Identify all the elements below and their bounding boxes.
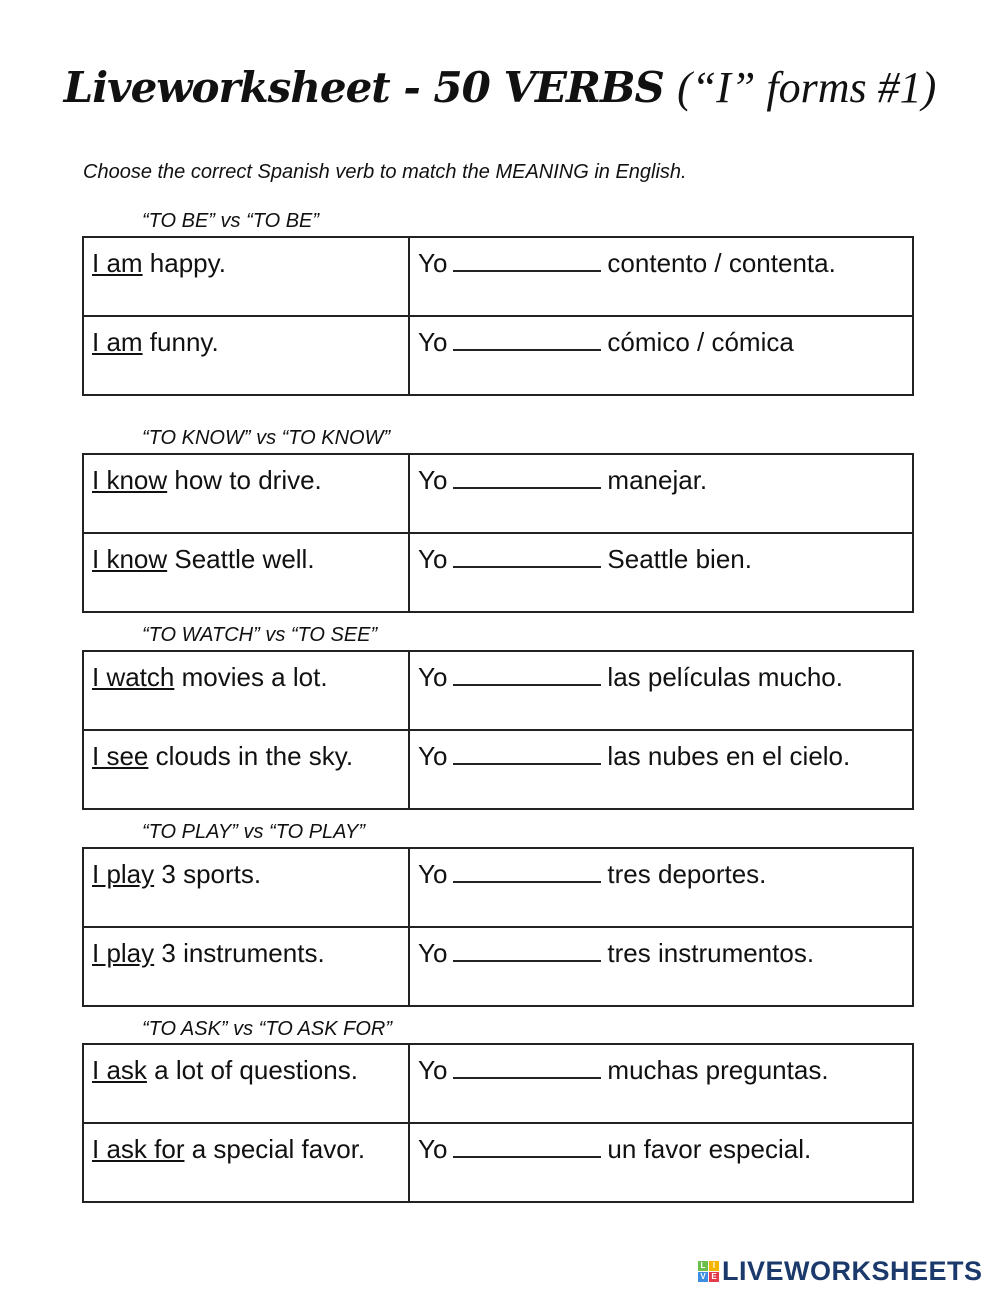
badge-letter: L xyxy=(698,1261,708,1271)
badge-letter: V xyxy=(698,1272,708,1282)
badge-letter: I xyxy=(709,1261,719,1271)
english-verb: I ask for xyxy=(92,1134,185,1164)
english-rest: clouds in the sky. xyxy=(148,741,354,771)
instructions: Choose the correct Spanish verb to match the MEANING in English. xyxy=(83,161,687,183)
english-cell xyxy=(83,651,409,730)
section-label: “TO BE” vs “TO BE” xyxy=(142,210,320,232)
section-label: “TO KNOW” vs “TO KNOW” xyxy=(142,427,391,449)
spanish-rest: contento / contenta. xyxy=(607,248,836,278)
yo-label: Yo xyxy=(418,1134,448,1164)
spanish-cell xyxy=(409,651,913,730)
english-cell xyxy=(83,1123,409,1202)
spanish-cell xyxy=(409,730,913,809)
answer-blank-input[interactable] xyxy=(453,465,601,489)
english-cell xyxy=(83,848,409,927)
table-row xyxy=(83,454,913,533)
spanish-cell xyxy=(409,454,913,533)
english-verb: I ask xyxy=(92,1055,147,1085)
spanish-rest: tres deportes. xyxy=(607,859,767,889)
section-label: “TO WATCH” vs “TO SEE” xyxy=(142,624,378,646)
yo-label: Yo xyxy=(418,859,448,889)
english-verb: I see xyxy=(92,741,149,771)
table-row xyxy=(83,316,913,395)
worksheet-title xyxy=(0,62,1000,113)
spanish-rest: las películas mucho. xyxy=(607,662,843,692)
yo-label: Yo xyxy=(418,741,448,771)
section-label: “TO ASK” vs “TO ASK FOR” xyxy=(142,1018,393,1040)
english-verb: I know xyxy=(92,544,168,574)
yo-label: Yo xyxy=(418,248,448,278)
spanish-cell xyxy=(409,927,913,1006)
answer-blank-input[interactable] xyxy=(453,859,601,883)
spanish-rest: un favor especial. xyxy=(607,1134,812,1164)
spanish-rest: las nubes en el cielo. xyxy=(607,741,851,771)
spanish-rest: Seattle bien. xyxy=(607,544,752,574)
english-verb: I play xyxy=(92,938,155,968)
english-rest: funny. xyxy=(142,327,219,357)
table-row xyxy=(83,848,913,927)
spanish-rest: muchas preguntas. xyxy=(607,1055,829,1085)
english-verb: I am xyxy=(92,327,143,357)
spanish-cell xyxy=(409,533,913,612)
answer-blank-input[interactable] xyxy=(453,938,601,962)
answer-blank-input[interactable] xyxy=(453,544,601,568)
english-verb: I know xyxy=(92,465,168,495)
english-rest: movies a lot. xyxy=(174,662,328,692)
verb-table xyxy=(82,650,914,810)
english-cell xyxy=(83,533,409,612)
verb-table xyxy=(82,1043,914,1203)
english-cell xyxy=(83,454,409,533)
table-row xyxy=(83,533,913,612)
badge-letter: E xyxy=(709,1272,719,1282)
english-rest: a special favor. xyxy=(184,1134,366,1164)
answer-blank-input[interactable] xyxy=(453,248,601,272)
yo-label: Yo xyxy=(418,544,448,574)
english-rest: happy. xyxy=(142,248,226,278)
spanish-cell xyxy=(409,316,913,395)
yo-label: Yo xyxy=(418,465,448,495)
spanish-rest: manejar. xyxy=(607,465,708,495)
english-verb: I play xyxy=(92,859,155,889)
english-cell xyxy=(83,316,409,395)
english-rest: Seattle well. xyxy=(167,544,315,574)
english-cell xyxy=(83,927,409,1006)
spanish-rest: cómico / cómica xyxy=(607,327,794,357)
table-row xyxy=(83,730,913,809)
english-rest: a lot of questions. xyxy=(146,1055,358,1085)
answer-blank-input[interactable] xyxy=(453,1134,601,1158)
spanish-cell xyxy=(409,1044,913,1123)
verb-table xyxy=(82,453,914,613)
answer-blank-input[interactable] xyxy=(453,741,601,765)
answer-blank-input[interactable] xyxy=(453,1055,601,1079)
live-badge-icon xyxy=(698,1261,719,1282)
english-rest: how to drive. xyxy=(167,465,322,495)
answer-blank-input[interactable] xyxy=(453,662,601,686)
english-cell xyxy=(83,237,409,316)
english-rest: 3 sports. xyxy=(154,859,262,889)
spanish-cell xyxy=(409,237,913,316)
yo-label: Yo xyxy=(418,662,448,692)
yo-label: Yo xyxy=(418,938,448,968)
english-verb: I am xyxy=(92,248,143,278)
section-label: “TO PLAY” vs “TO PLAY” xyxy=(142,821,366,843)
table-row xyxy=(83,237,913,316)
spanish-rest: tres instrumentos. xyxy=(607,938,815,968)
table-row xyxy=(83,1123,913,1202)
english-rest: 3 instruments. xyxy=(154,938,325,968)
english-verb: I watch xyxy=(92,662,175,692)
table-row xyxy=(83,927,913,1006)
verb-table xyxy=(82,847,914,1007)
liveworksheets-logo xyxy=(698,1256,983,1287)
table-row xyxy=(83,651,913,730)
logo-text: LIVEWORKSHEETS xyxy=(722,1256,983,1286)
title-sub: (“I” forms #1) xyxy=(677,63,937,112)
spanish-cell xyxy=(409,848,913,927)
english-cell xyxy=(83,1044,409,1123)
title-main: Liveworksheet - 50 VERBS xyxy=(63,63,664,112)
english-cell xyxy=(83,730,409,809)
yo-label: Yo xyxy=(418,327,448,357)
spanish-cell xyxy=(409,1123,913,1202)
table-row xyxy=(83,1044,913,1123)
verb-table xyxy=(82,236,914,396)
answer-blank-input[interactable] xyxy=(453,327,601,351)
yo-label: Yo xyxy=(418,1055,448,1085)
